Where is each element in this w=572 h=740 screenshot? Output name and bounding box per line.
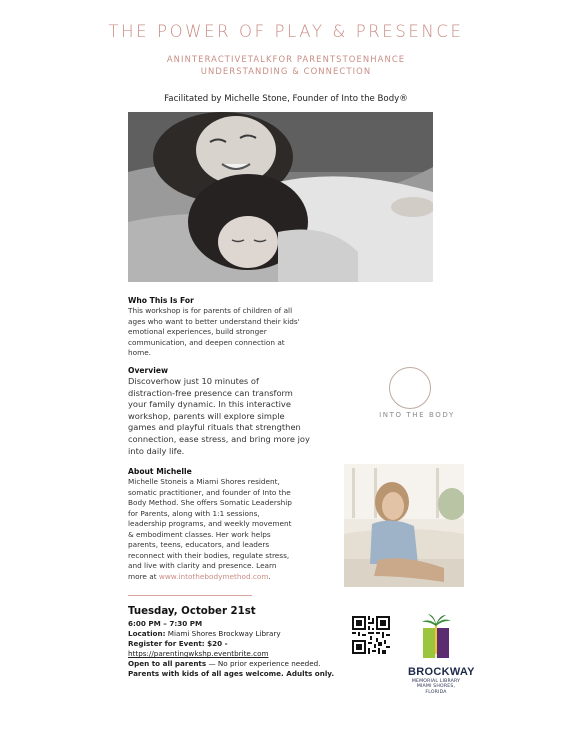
subtitle-line: ANINTERACTIVETALKFOR PARENTSTOENHANCE bbox=[166, 54, 406, 64]
register-url-link[interactable]: https://parentingwkshp.eventbrite.com bbox=[128, 649, 269, 658]
subtitle-line: UNDERSTANDING & CONNECTION bbox=[200, 65, 372, 76]
open-label: Open to all parents bbox=[128, 659, 207, 668]
event-subtitle bbox=[100, 54, 472, 77]
overview-body bbox=[128, 376, 348, 457]
location-value: Miami Shores Brockway Library bbox=[165, 629, 281, 638]
about-last-suffix: . bbox=[268, 571, 271, 581]
about-section bbox=[128, 467, 318, 582]
about-line: leadership programs, and weekly movement bbox=[128, 519, 292, 529]
about-line: reconnect with their bodies, regulate stress, bbox=[128, 550, 290, 560]
overview-section bbox=[128, 366, 348, 457]
who-line: communication, and deepen connection at bbox=[128, 337, 285, 347]
about-line-last bbox=[128, 572, 318, 583]
about-line: Body Method. She offers Somatic Leadership bbox=[128, 498, 292, 508]
brockway-logo-mark bbox=[420, 614, 452, 664]
qr-code[interactable] bbox=[352, 616, 390, 654]
overview-line: into daily life. bbox=[128, 445, 185, 456]
who-line: This workshop is for parents of children of all bbox=[128, 306, 293, 315]
overview-line: workshop, parents will explore simple bbox=[128, 410, 285, 421]
event-location bbox=[128, 629, 348, 639]
overview-line: your family dynamic. In this interactive bbox=[128, 399, 291, 410]
open-rest: — No prior experience needed. bbox=[206, 659, 321, 668]
kids-line: Parents with kids of all ages welcome. Adults only. bbox=[128, 669, 335, 678]
facilitator-line: Facilitated by Michelle Stone, Founder of Into the Body® bbox=[164, 94, 408, 104]
brockway-name: BROCKWAY bbox=[408, 666, 475, 678]
about-heading: About Michelle bbox=[128, 467, 192, 476]
event-date: Tuesday, October 21st bbox=[128, 606, 256, 617]
about-line: & embodiment classes. Her work helps bbox=[128, 529, 271, 539]
who-line: ages who want to better understand their kids' bbox=[128, 316, 300, 326]
who-section bbox=[128, 296, 328, 359]
brockway-sub-line: MEMORIAL LIBRARY bbox=[411, 679, 461, 684]
about-body bbox=[128, 477, 318, 582]
event-title: THE POWER OF PLAY & PRESENCE bbox=[108, 22, 464, 41]
about-line: for Parents, along with 1:1 sessions, bbox=[128, 508, 260, 518]
michelle-photo bbox=[344, 464, 464, 587]
michelle-photo-illustration bbox=[344, 464, 464, 587]
about-line: and live with clarity and presence. Learn bbox=[128, 561, 277, 571]
who-line: home. bbox=[128, 348, 152, 358]
register-line: Register for Event: $20 - bbox=[128, 639, 228, 648]
overview-line: Discoverhow just 10 minutes of bbox=[128, 376, 259, 386]
overview-line: games and playful rituals that strengthen bbox=[128, 422, 301, 433]
who-body bbox=[128, 306, 328, 359]
brockway-sub-line: MIAMI SHORES, FLORIDA bbox=[416, 684, 456, 695]
location-label: Location: bbox=[128, 629, 166, 638]
website-link[interactable]: www.intothebodymethod.com bbox=[158, 571, 269, 581]
about-line: Michelle Stoneis a Miami Shores resident, bbox=[128, 477, 280, 486]
about-line: somatic practitioner, and founder of Into the bbox=[128, 487, 291, 497]
overview-line: connection, ease stress, and bring more joy bbox=[128, 433, 310, 444]
into-the-body-logo-ring bbox=[389, 367, 431, 409]
who-line: emotional experiences, build stronger bbox=[128, 327, 267, 337]
open-line bbox=[128, 659, 348, 669]
overview-heading: Overview bbox=[128, 366, 169, 375]
hero-photo-illustration bbox=[128, 112, 433, 282]
qr-code-icon bbox=[352, 616, 390, 654]
event-time: 6:00 PM – 7:30 PM bbox=[128, 619, 203, 628]
hero-photo bbox=[128, 112, 433, 282]
section-divider bbox=[128, 595, 252, 596]
palm-book-icon bbox=[420, 614, 452, 664]
who-heading: Who This Is For bbox=[128, 296, 194, 305]
overview-line: distraction-free presence can transform bbox=[128, 387, 293, 398]
about-last-prefix: more at bbox=[128, 571, 159, 581]
into-the-body-logo-text: INTO THE BODY bbox=[379, 411, 455, 419]
brockway-subtitle bbox=[408, 679, 464, 695]
about-line: parents, teens, educators, and leaders bbox=[128, 540, 270, 550]
event-details bbox=[128, 606, 348, 679]
